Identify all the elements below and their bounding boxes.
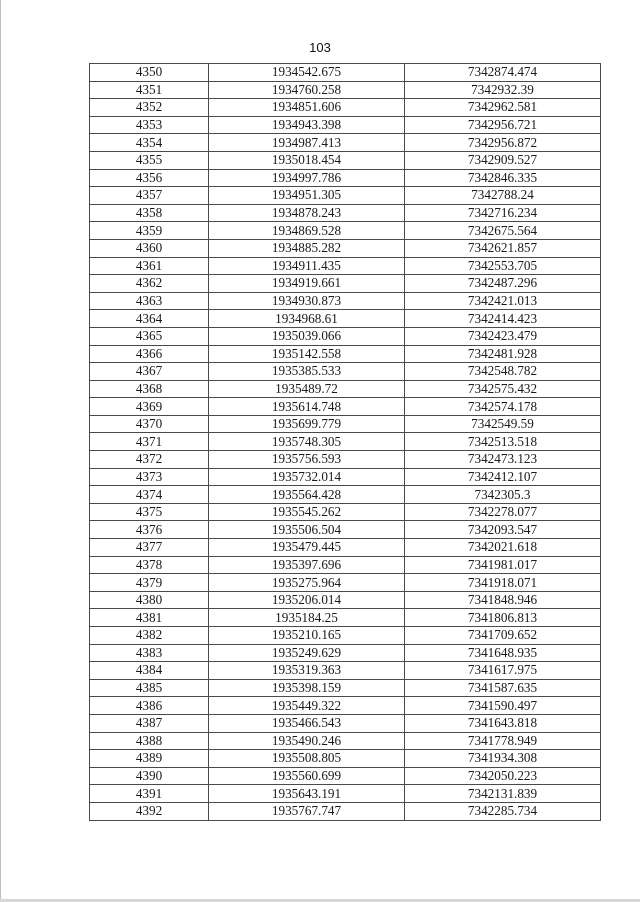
table-row (90, 750, 601, 768)
table-row (90, 451, 601, 469)
table-row (90, 662, 601, 680)
point-id-cell: 4367 (90, 363, 209, 381)
x-coordinate-cell: 1935249.629 (209, 644, 405, 662)
x-coordinate-cell: 1935398.159 (209, 679, 405, 697)
table-row (90, 363, 601, 381)
table-row (90, 802, 601, 820)
y-coordinate-cell: 7341709.652 (405, 627, 601, 645)
coordinates-table-body (90, 64, 601, 821)
y-coordinate-cell: 7341918.071 (405, 574, 601, 592)
table-row (90, 627, 601, 645)
x-coordinate-cell: 1935489.72 (209, 380, 405, 398)
y-coordinate-cell: 7342621.857 (405, 239, 601, 257)
y-coordinate-cell: 7342050.223 (405, 767, 601, 785)
coordinates-table (89, 63, 601, 821)
table-row (90, 415, 601, 433)
y-coordinate-cell: 7342788.24 (405, 187, 601, 205)
scan-edge-left (0, 0, 1, 902)
x-coordinate-cell: 1935385.533 (209, 363, 405, 381)
x-coordinate-cell: 1935397.696 (209, 556, 405, 574)
x-coordinate-cell: 1935756.593 (209, 451, 405, 469)
table-row (90, 697, 601, 715)
point-id-cell: 4381 (90, 609, 209, 627)
point-id-cell: 4371 (90, 433, 209, 451)
table-row (90, 204, 601, 222)
table-row (90, 556, 601, 574)
point-id-cell: 4369 (90, 398, 209, 416)
point-id-cell: 4388 (90, 732, 209, 750)
y-coordinate-cell: 7342021.618 (405, 539, 601, 557)
y-coordinate-cell: 7342962.581 (405, 99, 601, 117)
point-id-cell: 4360 (90, 239, 209, 257)
table-row (90, 785, 601, 803)
y-coordinate-cell: 7341806.813 (405, 609, 601, 627)
y-coordinate-cell: 7341643.818 (405, 714, 601, 732)
x-coordinate-cell: 1934760.258 (209, 81, 405, 99)
table-row (90, 486, 601, 504)
y-coordinate-cell: 7342131.839 (405, 785, 601, 803)
point-id-cell: 4385 (90, 679, 209, 697)
x-coordinate-cell: 1935506.504 (209, 521, 405, 539)
y-coordinate-cell: 7342575.432 (405, 380, 601, 398)
table-row (90, 275, 601, 293)
x-coordinate-cell: 1934911.435 (209, 257, 405, 275)
x-coordinate-cell: 1935643.191 (209, 785, 405, 803)
y-coordinate-cell: 7342716.234 (405, 204, 601, 222)
y-coordinate-cell: 7342513.518 (405, 433, 601, 451)
point-id-cell: 4355 (90, 151, 209, 169)
point-id-cell: 4389 (90, 750, 209, 768)
point-id-cell: 4359 (90, 222, 209, 240)
x-coordinate-cell: 1935210.165 (209, 627, 405, 645)
y-coordinate-cell: 7342846.335 (405, 169, 601, 187)
table-row (90, 521, 601, 539)
point-id-cell: 4366 (90, 345, 209, 363)
x-coordinate-cell: 1934997.786 (209, 169, 405, 187)
point-id-cell: 4392 (90, 802, 209, 820)
y-coordinate-cell: 7342956.872 (405, 134, 601, 152)
point-id-cell: 4387 (90, 714, 209, 732)
point-id-cell: 4354 (90, 134, 209, 152)
x-coordinate-cell: 1935466.543 (209, 714, 405, 732)
x-coordinate-cell: 1935206.014 (209, 591, 405, 609)
y-coordinate-cell: 7341587.635 (405, 679, 601, 697)
point-id-cell: 4390 (90, 767, 209, 785)
y-coordinate-cell: 7342481.928 (405, 345, 601, 363)
y-coordinate-cell: 7341590.497 (405, 697, 601, 715)
y-coordinate-cell: 7342421.013 (405, 292, 601, 310)
table-row (90, 468, 601, 486)
point-id-cell: 4353 (90, 116, 209, 134)
point-id-cell: 4377 (90, 539, 209, 557)
point-id-cell: 4358 (90, 204, 209, 222)
table-row (90, 327, 601, 345)
table-row (90, 257, 601, 275)
x-coordinate-cell: 1934885.282 (209, 239, 405, 257)
table-row (90, 539, 601, 557)
y-coordinate-cell: 7342553.705 (405, 257, 601, 275)
x-coordinate-cell: 1935699.779 (209, 415, 405, 433)
point-id-cell: 4368 (90, 380, 209, 398)
y-coordinate-cell: 7342574.178 (405, 398, 601, 416)
point-id-cell: 4380 (90, 591, 209, 609)
x-coordinate-cell: 1934869.528 (209, 222, 405, 240)
y-coordinate-cell: 7341848.946 (405, 591, 601, 609)
table-row (90, 591, 601, 609)
table-row (90, 187, 601, 205)
table-row (90, 292, 601, 310)
point-id-cell: 4383 (90, 644, 209, 662)
y-coordinate-cell: 7342549.59 (405, 415, 601, 433)
point-id-cell: 4372 (90, 451, 209, 469)
table-row (90, 99, 601, 117)
x-coordinate-cell: 1935184.25 (209, 609, 405, 627)
x-coordinate-cell: 1935545.262 (209, 503, 405, 521)
table-row (90, 644, 601, 662)
point-id-cell: 4376 (90, 521, 209, 539)
y-coordinate-cell: 7341981.017 (405, 556, 601, 574)
table-row (90, 679, 601, 697)
x-coordinate-cell: 1935275.964 (209, 574, 405, 592)
point-id-cell: 4373 (90, 468, 209, 486)
table-row (90, 503, 601, 521)
point-id-cell: 4386 (90, 697, 209, 715)
table-row (90, 222, 601, 240)
x-coordinate-cell: 1935748.305 (209, 433, 405, 451)
x-coordinate-cell: 1935319.363 (209, 662, 405, 680)
y-coordinate-cell: 7342487.296 (405, 275, 601, 293)
x-coordinate-cell: 1935560.699 (209, 767, 405, 785)
y-coordinate-cell: 7341778.949 (405, 732, 601, 750)
page-number: 103 (309, 40, 331, 55)
x-coordinate-cell: 1934851.606 (209, 99, 405, 117)
x-coordinate-cell: 1935490.246 (209, 732, 405, 750)
table-row (90, 714, 601, 732)
table-row (90, 239, 601, 257)
table-row (90, 345, 601, 363)
y-coordinate-cell: 7341934.308 (405, 750, 601, 768)
y-coordinate-cell: 7342675.564 (405, 222, 601, 240)
point-id-cell: 4352 (90, 99, 209, 117)
table-row (90, 310, 601, 328)
point-id-cell: 4350 (90, 64, 209, 82)
point-id-cell: 4370 (90, 415, 209, 433)
table-row (90, 767, 601, 785)
x-coordinate-cell: 1935039.066 (209, 327, 405, 345)
point-id-cell: 4356 (90, 169, 209, 187)
x-coordinate-cell: 1935614.748 (209, 398, 405, 416)
table-row (90, 380, 601, 398)
y-coordinate-cell: 7342473.123 (405, 451, 601, 469)
x-coordinate-cell: 1935508.805 (209, 750, 405, 768)
table-row (90, 574, 601, 592)
point-id-cell: 4374 (90, 486, 209, 504)
point-id-cell: 4379 (90, 574, 209, 592)
y-coordinate-cell: 7342093.547 (405, 521, 601, 539)
table-row (90, 169, 601, 187)
x-coordinate-cell: 1934951.305 (209, 187, 405, 205)
table-row (90, 609, 601, 627)
point-id-cell: 4375 (90, 503, 209, 521)
y-coordinate-cell: 7342909.527 (405, 151, 601, 169)
x-coordinate-cell: 1935564.428 (209, 486, 405, 504)
x-coordinate-cell: 1935479.445 (209, 539, 405, 557)
x-coordinate-cell: 1934943.398 (209, 116, 405, 134)
x-coordinate-cell: 1934968.61 (209, 310, 405, 328)
table-row (90, 116, 601, 134)
point-id-cell: 4364 (90, 310, 209, 328)
y-coordinate-cell: 7342278.077 (405, 503, 601, 521)
y-coordinate-cell: 7342874.474 (405, 64, 601, 82)
x-coordinate-cell: 1935142.558 (209, 345, 405, 363)
y-coordinate-cell: 7342956.721 (405, 116, 601, 134)
table-row (90, 151, 601, 169)
point-id-cell: 4357 (90, 187, 209, 205)
x-coordinate-cell: 1934930.873 (209, 292, 405, 310)
x-coordinate-cell: 1934987.413 (209, 134, 405, 152)
x-coordinate-cell: 1935018.454 (209, 151, 405, 169)
point-id-cell: 4365 (90, 327, 209, 345)
point-id-cell: 4382 (90, 627, 209, 645)
x-coordinate-cell: 1934542.675 (209, 64, 405, 82)
y-coordinate-cell: 7342305.3 (405, 486, 601, 504)
point-id-cell: 4378 (90, 556, 209, 574)
table-row (90, 64, 601, 82)
point-id-cell: 4351 (90, 81, 209, 99)
y-coordinate-cell: 7341617.975 (405, 662, 601, 680)
y-coordinate-cell: 7342285.734 (405, 802, 601, 820)
point-id-cell: 4362 (90, 275, 209, 293)
point-id-cell: 4361 (90, 257, 209, 275)
y-coordinate-cell: 7342932.39 (405, 81, 601, 99)
x-coordinate-cell: 1934919.661 (209, 275, 405, 293)
y-coordinate-cell: 7342412.107 (405, 468, 601, 486)
x-coordinate-cell: 1935767.747 (209, 802, 405, 820)
x-coordinate-cell: 1935732.014 (209, 468, 405, 486)
point-id-cell: 4384 (90, 662, 209, 680)
table-row (90, 398, 601, 416)
y-coordinate-cell: 7341648.935 (405, 644, 601, 662)
y-coordinate-cell: 7342423.479 (405, 327, 601, 345)
x-coordinate-cell: 1934878.243 (209, 204, 405, 222)
table-row (90, 732, 601, 750)
table-row (90, 433, 601, 451)
table-row (90, 81, 601, 99)
x-coordinate-cell: 1935449.322 (209, 697, 405, 715)
y-coordinate-cell: 7342548.782 (405, 363, 601, 381)
table-row (90, 134, 601, 152)
point-id-cell: 4363 (90, 292, 209, 310)
y-coordinate-cell: 7342414.423 (405, 310, 601, 328)
point-id-cell: 4391 (90, 785, 209, 803)
